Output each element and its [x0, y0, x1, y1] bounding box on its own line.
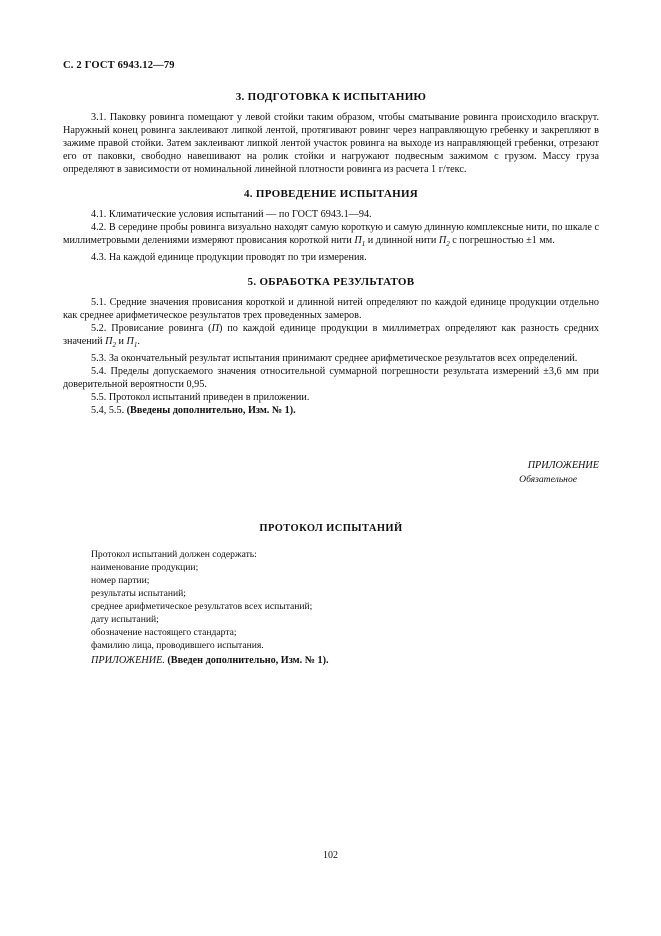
- running-head: С. 2 ГОСТ 6943.12—79: [63, 60, 175, 71]
- protocol-list: [63, 548, 599, 652]
- paragraph-4-1: 4.1. Климатические условия испытаний — по ГОСТ 6943.1—94.: [91, 209, 372, 220]
- paragraph-5-2: 5.2. Провисание ровинга (П) по каждой единице продукции в миллиметрах определяют как разность средних значений $П_2$ и $П_1$.: [63, 323, 600, 350]
- symbol-p1: $П_1$: [126, 336, 138, 350]
- page-number: 102: [323, 850, 338, 861]
- protocol-line: обозначение настоящего стандарта;: [91, 627, 237, 639]
- paragraph-5-5: 5.5. Протокол испытаний приведен в приложении.: [91, 392, 310, 404]
- protocol-line: фамилию лица, проводившего испытания.: [91, 640, 264, 652]
- paragraph-4-2-text-a: 4.2. В середине пробы ровинга визуально находят самую короткую и самую длинную комплексные нити, по шкале с миллиметровыми делениями измеряют провисания короткой нити: [63, 222, 599, 246]
- protocol-line: результаты испытаний;: [91, 588, 186, 600]
- symbol-p1: $П_1$: [354, 235, 366, 249]
- paragraph-4-2-text-b: и длинной нити: [367, 235, 437, 246]
- section-3-title: 3. ПОДГОТОВКА К ИСПЫТАНИЮ: [235, 91, 427, 103]
- appendix-header: [63, 459, 599, 487]
- section-4: [63, 188, 599, 264]
- paragraph-5-4: 5.4. Пределы допускаемого значения относительной суммарной погрешности результата измерений ±3,6 мм при доверительной вероятности 0,95.: [63, 366, 599, 391]
- paragraph-4-3: 4.3. На каждой единице продукции проводят по три измерения.: [91, 252, 367, 264]
- appendix-amendment-note: [63, 655, 599, 666]
- symbol-p2: $П_2$: [438, 235, 450, 249]
- paragraph-4-2-text-c: с погрешностью ±1 мм.: [452, 235, 555, 246]
- amendment-note: 5.4, 5.5. (Введены дополнительно, Изм. № 1).: [91, 405, 296, 417]
- appendix-note-label: ПРИЛОЖЕНИЕ.: [91, 655, 165, 667]
- protocol-line: наименование продукции;: [91, 562, 199, 574]
- appendix-note-bold: (Введен дополнительно, Изм. № 1).: [167, 655, 329, 667]
- section-3: [63, 91, 599, 176]
- section-5-title: 5. ОБРАБОТКА РЕЗУЛЬТАТОВ: [247, 276, 415, 289]
- protocol-line: номер партии;: [91, 575, 150, 587]
- protocol-line: среднее арифметическое результатов всех испытаний;: [91, 601, 313, 613]
- document-page: [63, 60, 599, 666]
- section-4-title: 4. ПРОВЕДЕНИЕ ИСПЫТАНИЯ: [243, 188, 419, 200]
- symbol-p2: $П_2$: [105, 336, 116, 350]
- amendment-note-bold: (Введены дополнительно, Изм. № 1).: [126, 405, 296, 417]
- protocol-line: дату испытаний;: [91, 614, 159, 626]
- appendix-label: ПРИЛОЖЕНИЕ: [527, 460, 599, 472]
- protocol-line: Протокол испытаний должен содержать:: [91, 549, 257, 561]
- symbol-p: П: [211, 323, 219, 335]
- paragraph-4-2: [63, 221, 599, 251]
- protocol-title: ПРОТОКОЛ ИСПЫТАНИЙ: [259, 523, 403, 535]
- paragraph-3-1: 3.1. Паковку ровинга помещают у левой стойки таким образом, чтобы сматывание ровинга происходило вraскрут. Наружный конец ровинга заклеивают липкой лентой, протягивают ровинг через направляющую гребенку и закрепляют в зажиме правой стойки. Затем заклеивают липкой лентой участок ровинга на выходе из направляющей гребенки, отрезают его от паковки, свободно навешивают на ролик стойки и нагружают подвесным зажимом с грузом. Массу груза определяют в зависимости от номинальной линейной плотности ровинга из расчета 1 г/текс.: [63, 112, 599, 175]
- paragraph-5-1: 5.1. Средние значения провисания короткой и длинной нитей определяют по каждой единице продукции отдельно как среднее арифметическое результатов трех проведенных замеров.: [63, 297, 599, 322]
- paragraph-5-3: 5.3. За окончательный результат испытания принимают среднее арифметическое результатов всех определений.: [91, 353, 578, 365]
- section-5: [63, 276, 599, 417]
- appendix-status: Обязательное: [519, 474, 577, 486]
